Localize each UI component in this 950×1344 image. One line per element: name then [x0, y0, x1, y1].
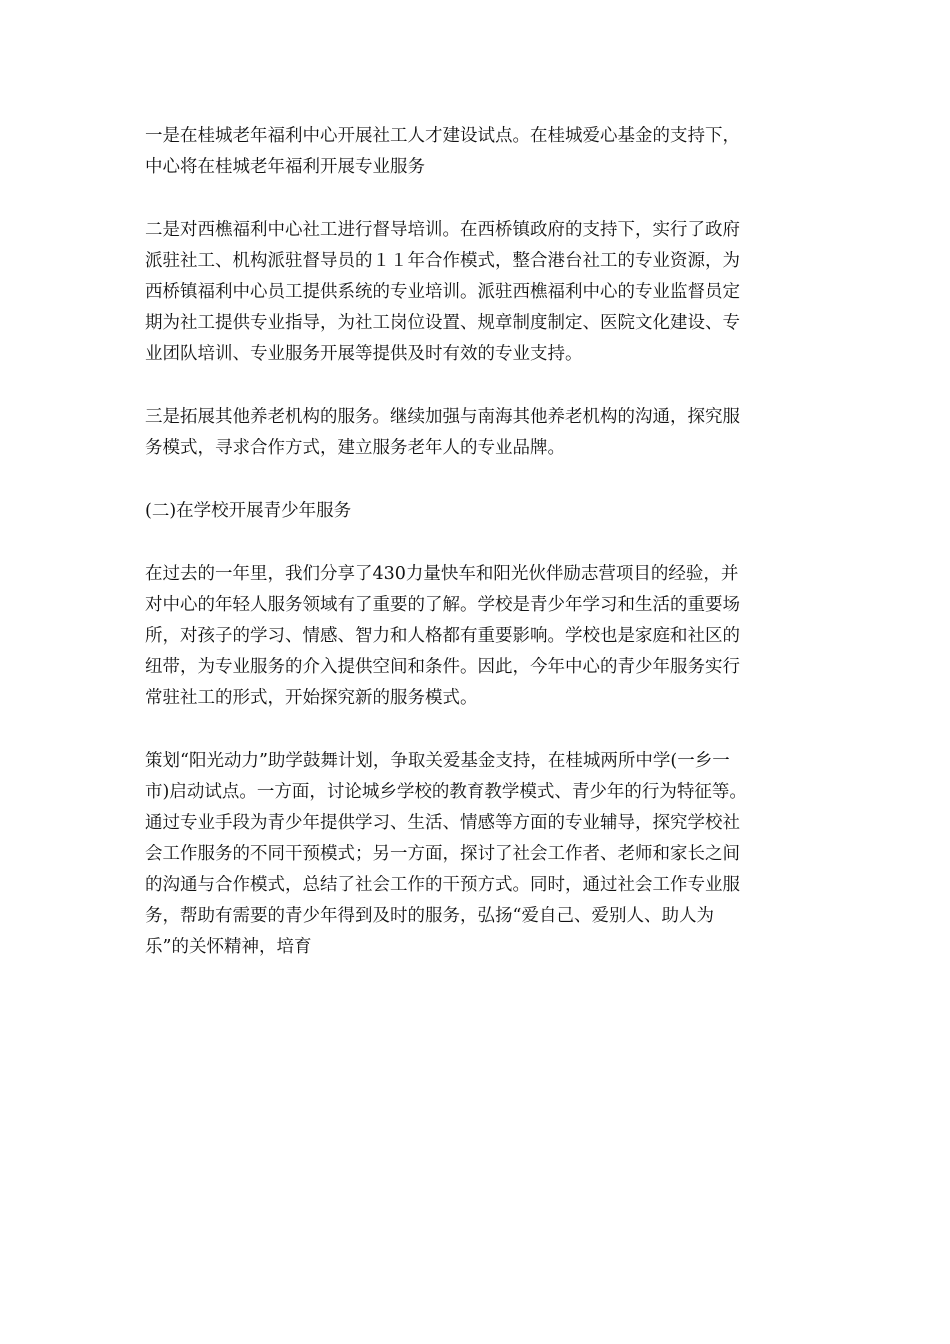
document-body: [145, 121, 815, 995]
paragraph-past-year: [145, 559, 815, 714]
text-line: 的沟通与合作模式，总结了社会工作的干预方式。同时，通过社会工作专业服: [145, 875, 740, 895]
text-line: 一是在桂城老年福利中心开展社工人才建设试点。在桂城爱心基金的支持下，: [145, 126, 740, 146]
paragraph-sunshine-plan: [145, 746, 815, 963]
section-heading-text: (二)在学校开展青少年服务: [145, 501, 352, 521]
text-line: 二是对西樵福利中心社工进行督导培训。在西桥镇政府的支持下，实行了政府: [145, 220, 740, 240]
text-line: 期为社工提供专业指导，为社工岗位设置、规章制度制定、医院文化建设、专: [145, 313, 740, 333]
text-line: 西桥镇福利中心员工提供系统的专业培训。派驻西樵福利中心的专业监督员定: [145, 282, 740, 302]
text-line: 对中心的年轻人服务领域有了重要的了解。学校是青少年学习和生活的重要场: [145, 595, 740, 615]
text-line: 策划“阳光动力”助学鼓舞计划，争取关爱基金支持，在桂城两所中学(一乡一: [145, 751, 730, 771]
paragraph-guicheng-elderly: [145, 121, 815, 183]
text-line: 市)启动试点。一方面，讨论城乡学校的教育教学模式、青少年的行为特征等。: [145, 782, 747, 802]
section-heading-school-services: [145, 496, 815, 527]
text-line: 纽带，为专业服务的介入提供空间和条件。因此，今年中心的青少年服务实行: [145, 657, 740, 677]
text-line: 常驻社工的形式，开始探究新的服务模式。: [145, 688, 478, 708]
text-line: 所，对孩子的学习、情感、智力和人格都有重要影响。学校也是家庭和社区的: [145, 626, 740, 646]
paragraph-xiqiao-supervision: [145, 215, 815, 370]
text-line: 务，帮助有需要的青少年得到及时的服务，弘扬“爱自己、爱别人、助人为: [145, 906, 714, 926]
text-line: 通过专业手段为青少年提供学习、生活、情感等方面的专业辅导，探究学校社: [145, 813, 740, 833]
text-line: 派驻社工、机构派驻督导员的１１年合作模式，整合港台社工的专业资源，为: [145, 251, 740, 271]
text-line: 乐”的关怀精神，培育: [145, 937, 312, 957]
text-line: 中心将在桂城老年福利开展专业服务: [145, 157, 425, 177]
text-line: 务模式，寻求合作方式，建立服务老年人的专业品牌。: [145, 438, 565, 458]
text-line: 会工作服务的不同干预模式；另一方面，探讨了社会工作者、老师和家长之间: [145, 844, 740, 864]
paragraph-other-institutions: [145, 402, 815, 464]
text-line: 业团队培训、专业服务开展等提供及时有效的专业支持。: [145, 344, 583, 364]
text-line: 在过去的一年里，我们分享了430力量快车和阳光伙伴励志营项目的经验，并: [145, 564, 739, 584]
text-line: 三是拓展其他养老机构的服务。继续加强与南海其他养老机构的沟通，探究服: [145, 407, 740, 427]
